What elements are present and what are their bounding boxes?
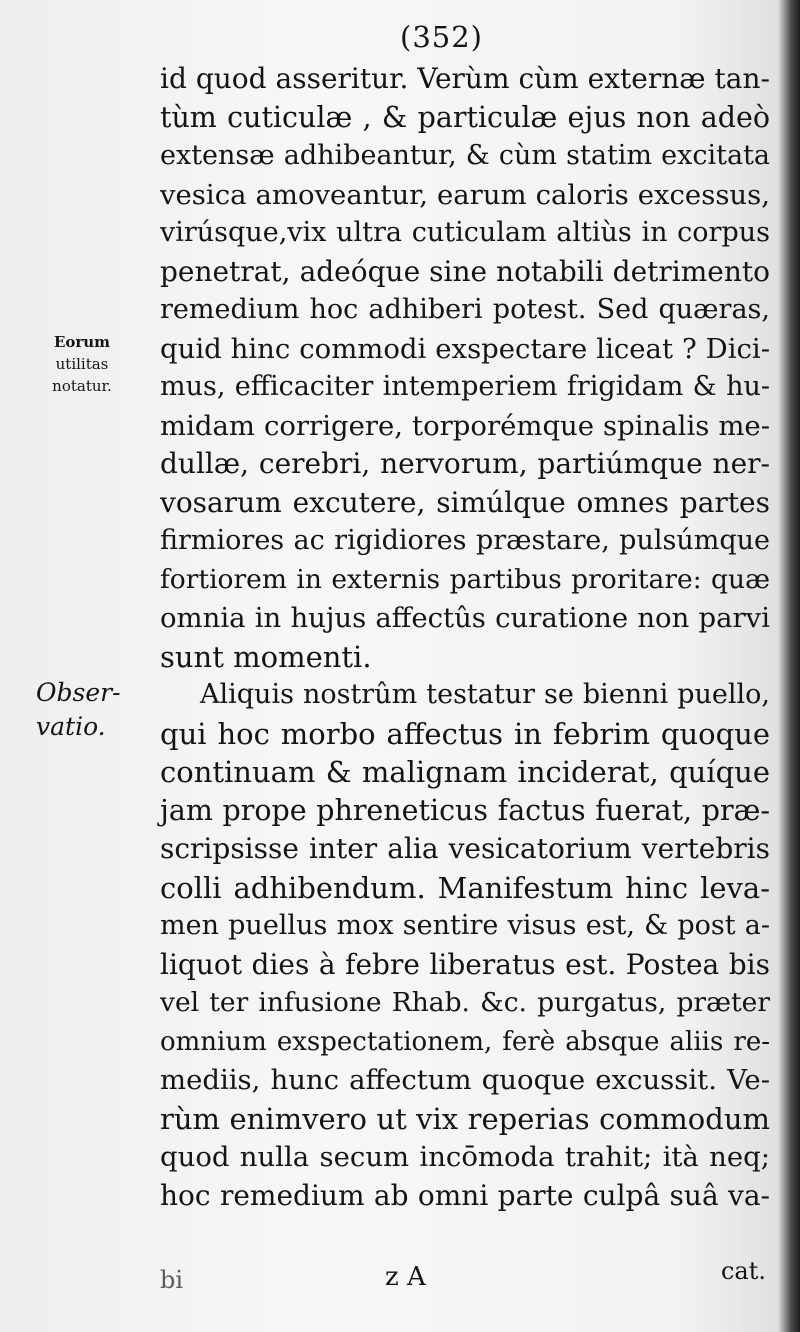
text-line: colli adhibendum. Manifestum hinc leva- (160, 870, 770, 905)
page-edge-shadow (778, 0, 800, 1332)
margin-note-eorum (32, 331, 132, 397)
text-line: omnia in hujus affectûs curatione non parvi (160, 602, 770, 634)
catchword: cat. (720, 1257, 766, 1285)
body-text (160, 60, 770, 1215)
text-line: midam corrigere, torporémque spinalis me- (160, 409, 770, 442)
text-line: quod nulla secum incōmoda trahit; ità neq; (160, 1141, 770, 1173)
text-line: vosarum excutere, simúlque omnes partes (160, 485, 770, 519)
text-line: mediis, hunc affectum quoque excussit. Ve- (160, 1064, 770, 1096)
margin-note-line: utilitas (55, 355, 109, 373)
text-line: scripsisse inter alia vesicatorium vertebris (160, 832, 770, 865)
bleed-through-text: bi (160, 1266, 184, 1294)
text-line: mus, efficaciter intemperiem frigidam & hu- (160, 371, 770, 402)
text-line: fortiorem in externis partibus proritare: quæ (160, 563, 770, 595)
margin-note-line: Obser- (36, 678, 121, 707)
text-line: qui hoc morbo affectus in febrim quoque (160, 716, 770, 751)
signature-mark: z A (385, 1262, 426, 1292)
text-line: sunt momenti. (160, 639, 372, 674)
text-line: firmiores ac rigidiores præstare, pulsúmque (160, 525, 770, 556)
text-line-paragraph-start: Aliquis nostrûm testatur se bienni puello, (200, 679, 770, 710)
text-line: vel ter infusione Rhab. &c. purgatus, præter (160, 987, 770, 1018)
text-line: id quod asseritur. Verùm cùm externæ tan- (160, 62, 770, 95)
text-line: penetrat, adeóque sine notabili detrimento (160, 254, 770, 288)
margin-note-observatio (36, 676, 136, 744)
text-line: tùm cuticulæ , & particulæ ejus non adeò (160, 100, 770, 134)
text-line: liquot dies à febre liberatus est. Postea bis (160, 947, 770, 981)
text-line: virúsque,vix ultra cuticulam altiùs in corpus (160, 217, 770, 248)
text-line: men puellus mox sentire visus est, & post a- (160, 910, 770, 941)
text-line: remedium hoc adhiberi potest. Sed quæras, (160, 294, 770, 325)
text-line: vesica amoveantur, earum caloris excessus, (160, 178, 770, 211)
text-line: extensæ adhibeantur, & cùm statim excitata (160, 140, 770, 171)
text-line: rùm enimvero ut vix reperias commodum (160, 1101, 770, 1136)
text-line: continuam & malignam inciderat, quíque (160, 755, 770, 789)
margin-note-line: notatur. (52, 377, 112, 395)
text-line: dullæ, cerebri, nervorum, partiúmque ner- (160, 447, 770, 480)
page-number: (352) (400, 20, 483, 54)
text-line: omnium exspectationem, ferè absque aliis re- (160, 1026, 770, 1057)
margin-note-line: Eorum (53, 333, 111, 351)
text-line: hoc remedium ab omni parte culpâ suâ va- (160, 1178, 770, 1212)
text-line: jam prope phreneticus factus fuerat, præ- (160, 793, 770, 827)
margin-note-line: vatio. (36, 712, 106, 741)
text-line: quid hinc commodi exspectare liceat ? Dici- (160, 332, 770, 365)
